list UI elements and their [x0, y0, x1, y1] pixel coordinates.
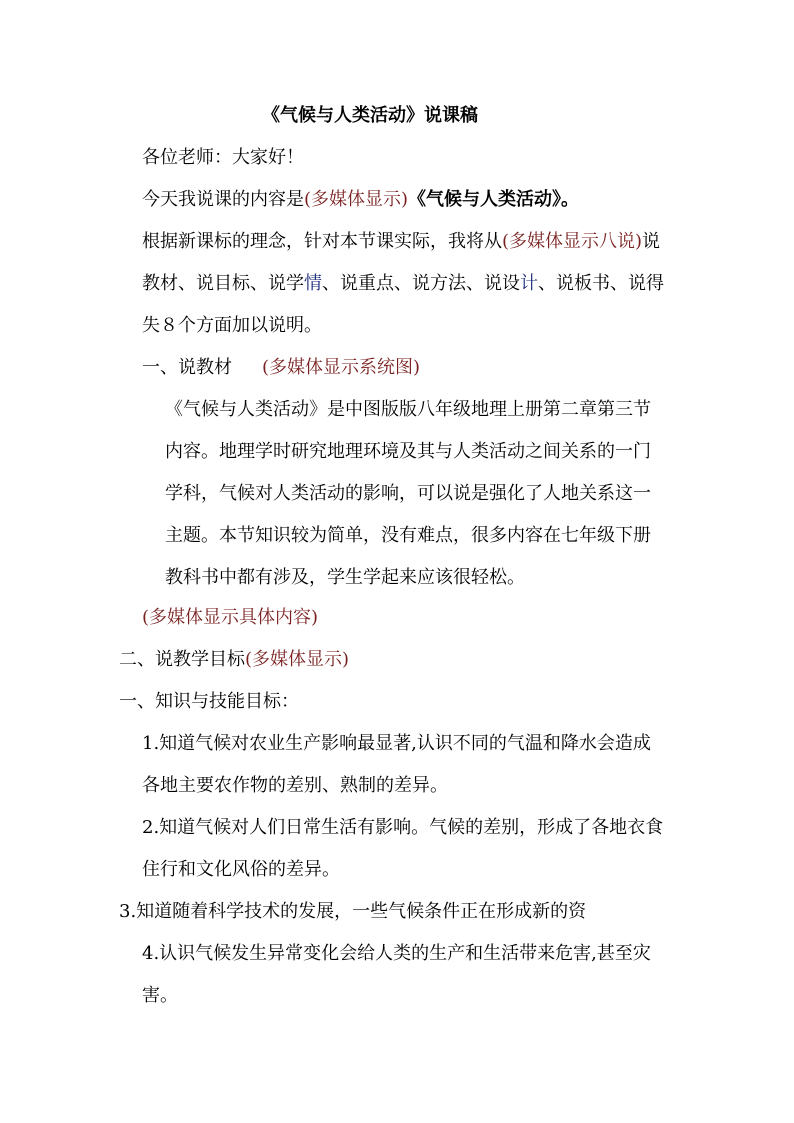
knowledge-skill-heading: 一、知识与技能目标：: [119, 691, 299, 712]
section1-heading-line: [142, 356, 420, 380]
objective-line: 2.知道气候对人们日常生活有影响。气候的差别，形成了各地衣食: [142, 817, 664, 838]
objective-line: 住行和文化风俗的差异。: [142, 859, 340, 880]
basis-text: 说: [642, 231, 661, 252]
intro-prefix: 今天我说课的内容是: [142, 189, 304, 210]
section2-heading-line: [119, 648, 349, 672]
section1-para-line: 主题。本节知识较为简单，没有难点，很多内容在七年级下册: [165, 525, 651, 546]
section2-media-note: (多媒体显示): [245, 649, 350, 670]
basis-text: 情: [304, 273, 322, 294]
basis-media-note: (多媒体显示八说): [502, 231, 643, 252]
section1-para-line: 教科书中都有涉及，学生学起来应该很轻松。: [165, 567, 525, 588]
section1-para-line: 内容。地理学时研究地理环境及其与人类活动之间关系的一门: [165, 441, 651, 462]
basis-line-2: [142, 272, 664, 296]
basis-text: 教材、说目标、说学: [142, 273, 304, 294]
basis-text: 根据新课标的理念，针对本节课实际，我将从: [142, 231, 502, 252]
objective-line: 4.认识气候发生异常变化会给人类的生产和生活带来危害,甚至灾: [142, 943, 651, 964]
basis-text: 、说板书、说得: [538, 273, 664, 294]
basis-text: 、说重点、说方法、说设: [322, 273, 520, 294]
section2-heading: 二、说教学目标: [119, 649, 245, 670]
section1-heading: 一、说教材: [142, 357, 232, 378]
greeting: 各位老师：大家好！: [142, 147, 304, 168]
page-title: 《气候与人类活动》说课稿: [262, 105, 478, 126]
basis-line-1: [142, 230, 660, 254]
objective-line: 3.知道随着科学技术的发展，一些气候条件正在形成新的资: [119, 901, 587, 922]
objective-line: 害。: [142, 985, 178, 1006]
section1-media-note: (多媒体显示系统图): [262, 357, 421, 378]
section1-para-line: 《气候与人类活动》是中图版版八年级地理上册第二章第三节: [165, 399, 651, 420]
basis-text: 计: [520, 273, 538, 294]
basis-line-3: 失８个方面加以说明。: [142, 315, 322, 336]
intro-media-note: (多媒体显示): [304, 189, 409, 210]
intro-line: [142, 188, 579, 212]
section1-para-line: 学科，气候对人类活动的影响，可以说是强化了人地关系这一: [165, 483, 651, 504]
objective-line: 各地主要农作物的差别、熟制的差异。: [142, 775, 448, 796]
intro-topic: 《气候与人类活动》。: [408, 189, 580, 210]
objective-line: 1.知道气候对农业生产影响最显著,认识不同的气温和降水会造成: [142, 733, 651, 754]
section1-media-note-2: (多媒体显示具体内容): [142, 607, 319, 628]
